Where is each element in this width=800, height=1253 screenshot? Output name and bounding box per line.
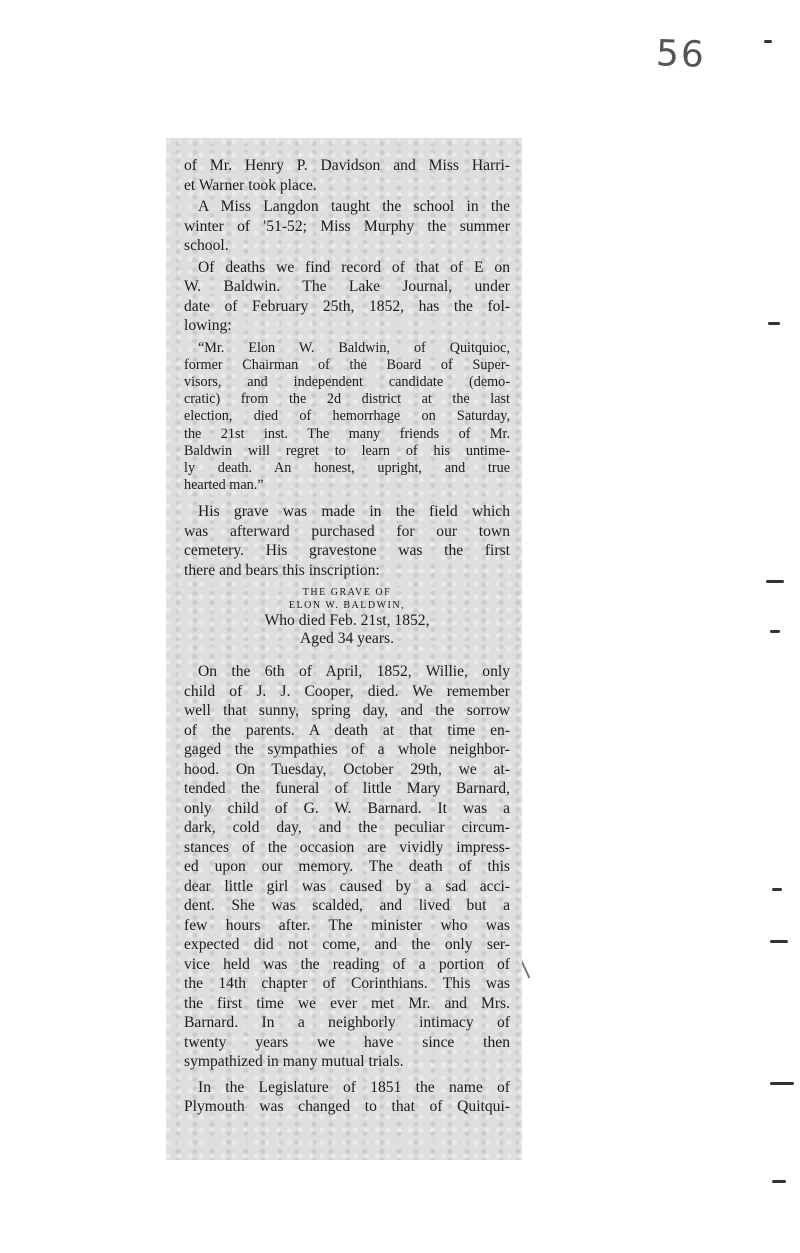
text-line: Plymouth was changed to that of Quitqui- [184,1098,510,1116]
text-line: In the Legislature of 1851 the name of [198,1078,510,1096]
journal-quote [184,340,510,495]
edge-mark [770,1082,794,1085]
teacher-paragraph [184,197,510,256]
text-line: the 14th chapter of Corinthians. This was [184,975,510,993]
text-line: W. Baldwin. The Lake Journal, under [184,278,510,295]
inscription-line: Aged 34 years. [300,630,394,648]
text-line: ed upon our memory. The death of this [184,858,510,876]
text-line: cemetery. His gravestone was the first [184,542,510,560]
text-line: stances of the occasion are vividly impress- [184,838,510,856]
legislature-paragraph [184,1078,510,1117]
newspaper-clipping [166,138,522,1160]
text-line: cratic) from the 2d district at the last [184,391,510,408]
text-line: hearted man.” [184,477,264,494]
text-line: expected did not come, and the only ser- [184,936,510,954]
text-line: sympathized in many mutual trials. [184,1053,404,1071]
text-line: ly death. An honest, upright, and true [184,459,510,476]
text-line: dear little girl was caused by a sad acci- [184,877,510,895]
intro-paragraph [184,156,510,195]
text-line: former Chairman of the Board of Super- [184,356,510,373]
text-line: et Warner took place. [184,176,317,194]
page-number: 56 [655,33,707,76]
text-line: Barnard. In a neighborly intimacy of [184,1014,510,1032]
text-line: the 21st inst. The many friends of Mr. [184,425,510,442]
inscription-line: ELON W. BALDWIN, [288,600,406,612]
edge-mark [770,630,780,633]
grave-paragraph [184,502,510,580]
cooper-paragraph [184,662,510,1072]
text-line: the first time we ever met Mr. and Mrs. [184,994,510,1012]
edge-mark [764,40,772,43]
deaths-paragraph [184,258,510,336]
edge-mark [768,322,780,325]
text-line: Of deaths we find record of that of E on [198,258,510,276]
text-line: tended the funeral of little Mary Barnard, [184,780,510,798]
text-line: hood. On Tuesday, October 29th, we at- [184,760,510,778]
text-line: winter of '51-52; Miss Murphy the summer [184,217,510,235]
text-line: “Mr. Elon W. Baldwin, of Quitquioc, [198,339,510,356]
edge-mark [770,940,788,943]
text-line: A Miss Langdon taught the school in the [198,198,510,215]
text-line: few hours after. The minister who was [184,916,510,934]
text-line: election, died of hemorrhage on Saturday, [184,408,510,425]
edge-mark [772,888,782,891]
inscription-line: Who died Feb. 21st, 1852, [264,612,430,630]
text-line: On the 6th of April, 1852, Willie, only [198,663,510,681]
text-line: was afterward purchased for our town [184,522,510,540]
text-line: gaged the sympathies of a whole neighbor- [184,741,510,759]
text-line: visors, and independent candidate (demo- [184,373,510,390]
gravestone-inscription [184,586,510,648]
text-line: twenty years we have since then [184,1033,510,1051]
edge-mark [766,580,784,583]
text-line: dent. She was scalded, and lived but a [184,897,510,915]
text-line: dark, cold day, and the peculiar circum- [184,819,510,837]
text-line: lowing: [184,317,232,334]
text-line: well that sunny, spring day, and the sorrow [184,702,510,720]
inscription-line: THE GRAVE OF [302,587,392,599]
text-line: child of J. J. Cooper, died. We remember [184,682,510,700]
text-line: only child of G. W. Barnard. It was a [184,799,510,817]
text-line: His grave was made in the field which [198,503,510,521]
edge-mark [772,1180,786,1183]
text-line: of Mr. Henry P. Davidson and Miss Harri- [184,157,510,174]
text-line: vice held was the reading of a portion of [184,955,510,973]
text-line: there and bears this inscription: [184,561,380,579]
text-line: Baldwin will regret to learn of his untime- [184,442,510,459]
text-line: school. [184,237,229,254]
text-line: date of February 25th, 1852, has the fol- [184,297,510,315]
text-line: of the parents. A death at that time en- [184,721,510,739]
